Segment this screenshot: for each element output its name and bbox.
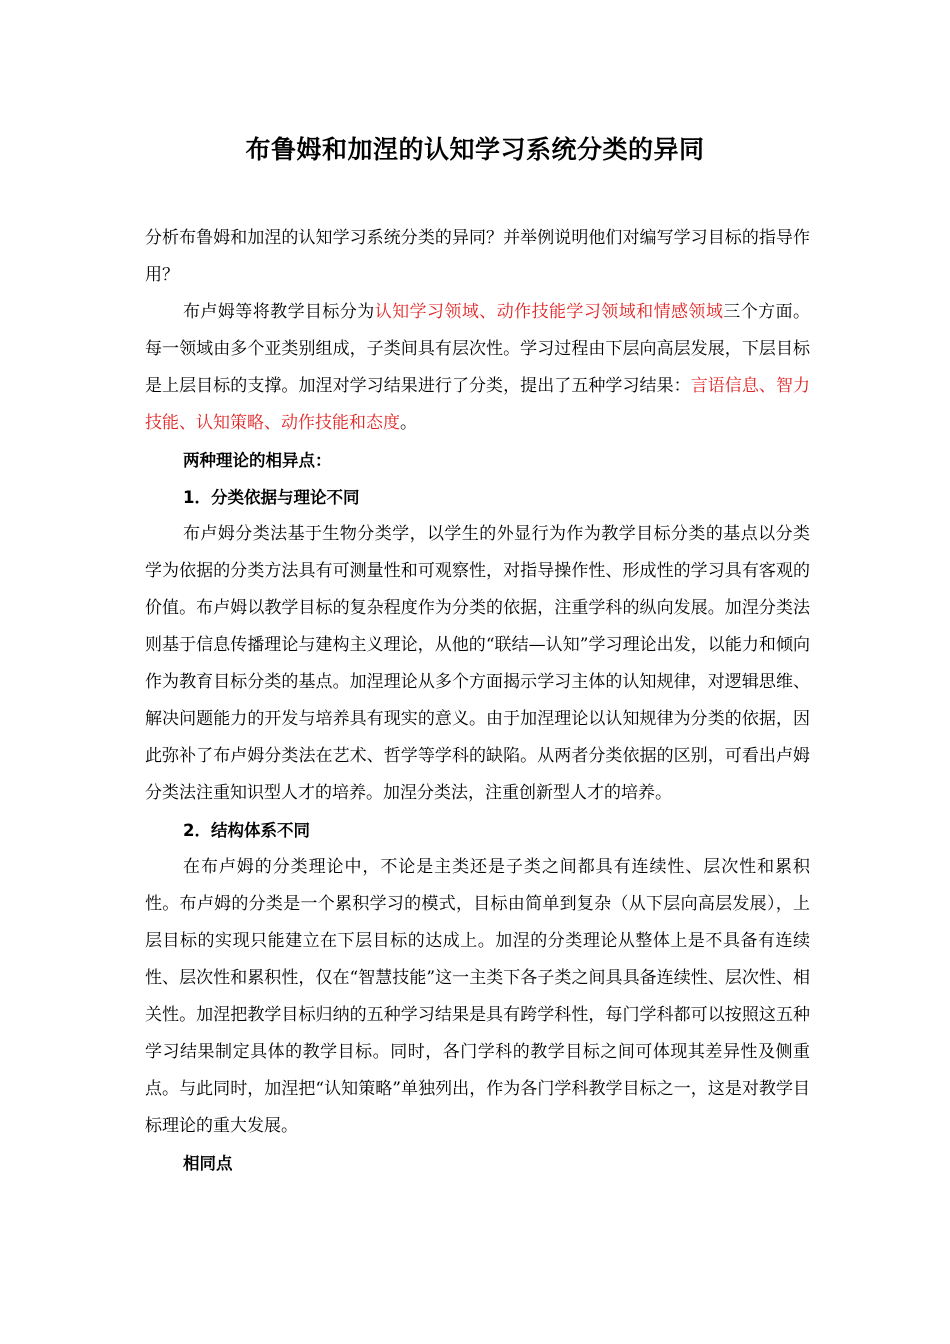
section-1-paragraph: 布卢姆分类法基于生物分类学，以学生的外显行为作为教学目标分类的基点以分类学为依据的分类方法具有可测量性和可观察性，对指导操作性、形成性的学习具有客观的价值。布卢姆以教学目标的复杂程度作为分类的依据，注重学科的纵向发展。加涅分类法则基于信息传播理论与建构主义理论，从他的“联结—认知”学习理论出发，以能力和倾向作为教育目标分类的基点。加涅理论从多个方面揭示学习主体的认知规律，对逻辑思维、解决问题能力的开发与培养具有现实的意义。由于加涅理论以认知规律为分类的依据，因此弥补了布卢姆分类法在艺术、哲学等学科的缺陷。从两者分类依据的区别，可看出卢姆分类法注重知识型人才的培养。加涅分类法，注重创新型人才的培养。 — [145, 524, 810, 803]
section-2-paragraph: 在布卢姆的分类理论中，不论是主类还是子类之间都具有连续性、层次性和累积性。布卢姆的分类是一个累积学习的模式，目标由简单到复杂（从下层向高层发展），上层目标的实现只能建立在下层目标的达成上。加涅的分类理论从整体上是不具备有连续性、层次性和累积性，仅在“智慧技能”这一主类下各子类之间具具备连续性、层次性、相关性。加涅把教学目标归纳的五种学习结果是具有跨学科性，每门学科都可以按照这五种学习结果制定具体的教学目标。同时，各门学科的教学目标之间可体现其差异性及侧重点。与此同时，加涅把“认知策略”单独列出，作为各门学科教学目标之一，这是对教学目标理论的重大发展。 — [145, 857, 810, 1136]
document-body — [145, 220, 810, 1182]
differences-heading: 两种理论的相异点： — [183, 451, 332, 470]
section-2-heading: 2．结构体系不同 — [183, 821, 310, 840]
intro-text-3: 。 — [400, 413, 417, 433]
intro-highlight-domains: 认知学习领域、动作技能学习领域和情感领域 — [374, 302, 724, 322]
intro-text-2: 三个方面。每一领域由多个亚类别组成，子类间具有层次性。学习过程由下层向高层发展，下层目标是上层目标的支撑。加涅对学习结果进行了分类，提出了五种学习结果： — [145, 302, 811, 396]
intro-paragraph — [145, 294, 810, 442]
similarities-heading: 相同点 — [183, 1154, 233, 1173]
section-1-heading: 1．分类依据与理论不同 — [183, 488, 360, 507]
document-title: 布鲁姆和加涅的认知学习系统分类的异同 — [245, 135, 705, 164]
intro-text-1: 布卢姆等将教学目标分为 — [183, 302, 375, 322]
question-paragraph: 分析布鲁姆和加涅的认知学习系统分类的异同？并举例说明他们对编写学习目标的指导作用？ — [145, 228, 810, 285]
intro-highlight-outcomes: 言语信息、智力技能、认知策略、动作技能和态度 — [145, 376, 811, 433]
